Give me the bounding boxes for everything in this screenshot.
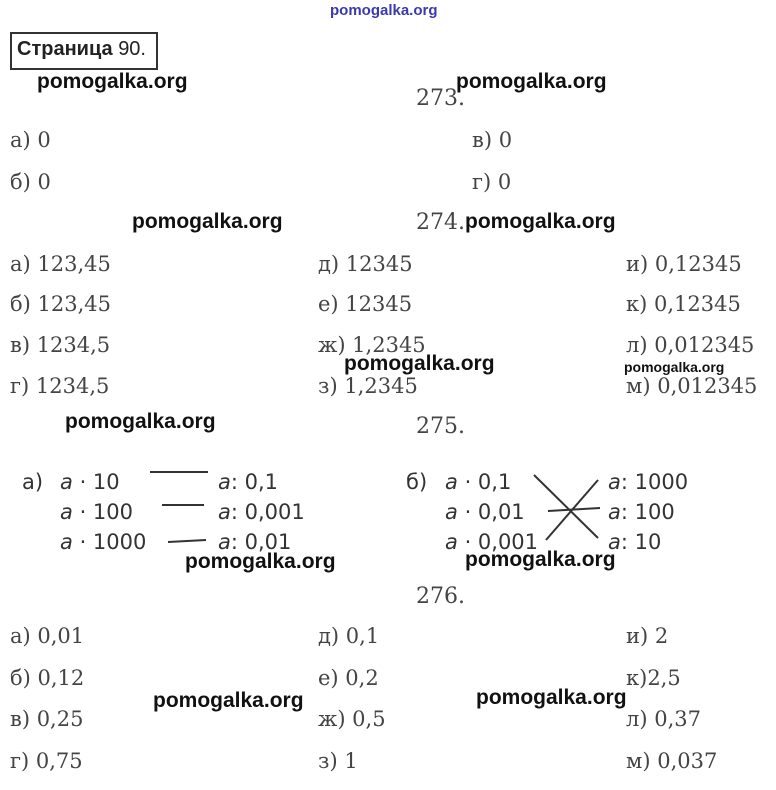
- watermark: pomogalka.org: [344, 352, 495, 375]
- matching-a-right-3: a: 0,01: [218, 530, 292, 554]
- matching-a-right-2: a: 0,001: [218, 500, 305, 524]
- matching-b-right-2: a: 100: [608, 500, 675, 524]
- answer-276-g: г) 0,75: [10, 749, 83, 773]
- answer-274-l: л) 0,012345: [626, 333, 755, 357]
- match-line-b-1: [534, 475, 598, 538]
- answer-276-d: д) 0,1: [318, 624, 380, 648]
- matching-a-left-3: a · 1000: [60, 530, 147, 554]
- answer-276-m: м) 0,037: [626, 749, 718, 773]
- match-line-a-3: [168, 540, 206, 542]
- watermark: pomogalka.org: [65, 410, 216, 433]
- matching-a-right-1: a: 0,1: [218, 470, 279, 494]
- watermark: pomogalka.org: [465, 210, 616, 233]
- answer-274-v: в) 1234,5: [10, 333, 111, 357]
- answer-274-b: б) 123,45: [10, 292, 111, 316]
- answer-274-zh: ж) 1,2345: [318, 333, 426, 357]
- page-label: Страница: [17, 38, 113, 60]
- watermark: pomogalka.org: [153, 689, 304, 712]
- answer-274-i: и) 0,12345: [626, 252, 742, 276]
- answer-276-z: з) 1: [318, 749, 358, 773]
- watermark-top: pomogalka.org: [330, 2, 438, 19]
- page-number: 90.: [118, 38, 146, 60]
- answer-274-m: м) 0,012345: [626, 374, 758, 398]
- watermark: pomogalka.org: [456, 70, 607, 93]
- answer-276-a: а) 0,01: [10, 624, 85, 648]
- answer-274-a: а) 123,45: [10, 252, 111, 276]
- matching-a-left-1: a · 10: [60, 470, 120, 494]
- watermark-small: pomogalka.org: [624, 359, 725, 375]
- matching-b-label: б): [406, 470, 428, 494]
- matching-b-right-3: a: 10: [608, 530, 662, 554]
- exercise-275-number: 275.: [416, 414, 465, 439]
- matching-b-left-1: a · 0,1: [445, 470, 512, 494]
- exercise-273-number: 273.: [416, 86, 465, 111]
- watermark: pomogalka.org: [465, 548, 616, 571]
- matching-b-right-1: a: 1000: [608, 470, 689, 494]
- answer-276-zh: ж) 0,5: [318, 707, 386, 731]
- exercise-274-number: 274.: [416, 210, 465, 235]
- answer-276-e: е) 0,2: [318, 666, 379, 690]
- answer-273-a: а) 0: [10, 128, 51, 152]
- answer-276-l: л) 0,37: [626, 707, 701, 731]
- matching-b-left-3: a · 0,001: [445, 530, 539, 554]
- matching-b-left-2: a · 0,01: [445, 500, 525, 524]
- answer-274-k: к) 0,12345: [626, 292, 741, 316]
- answer-274-e: е) 12345: [318, 292, 413, 316]
- watermark: pomogalka.org: [37, 70, 188, 93]
- answer-274-d: д) 12345: [318, 252, 413, 276]
- answer-274-g: г) 1234,5: [10, 374, 110, 398]
- watermark: pomogalka.org: [132, 210, 283, 233]
- exercise-276-number: 276.: [416, 584, 465, 609]
- answer-273-g: г) 0: [472, 170, 512, 194]
- answer-276-v: в) 0,25: [10, 707, 84, 731]
- answer-274-z: з) 1,2345: [318, 374, 418, 398]
- answer-276-k: к)2,5: [626, 666, 681, 690]
- answer-273-b: б) 0: [10, 170, 51, 194]
- answer-276-b: б) 0,12: [10, 666, 85, 690]
- answer-276-i: и) 2: [626, 624, 669, 648]
- matching-a-left-2: a · 100: [60, 500, 133, 524]
- watermark: pomogalka.org: [476, 686, 627, 709]
- watermark: pomogalka.org: [185, 550, 336, 573]
- answer-273-v: в) 0: [472, 128, 513, 152]
- matching-a-label: а): [22, 470, 44, 494]
